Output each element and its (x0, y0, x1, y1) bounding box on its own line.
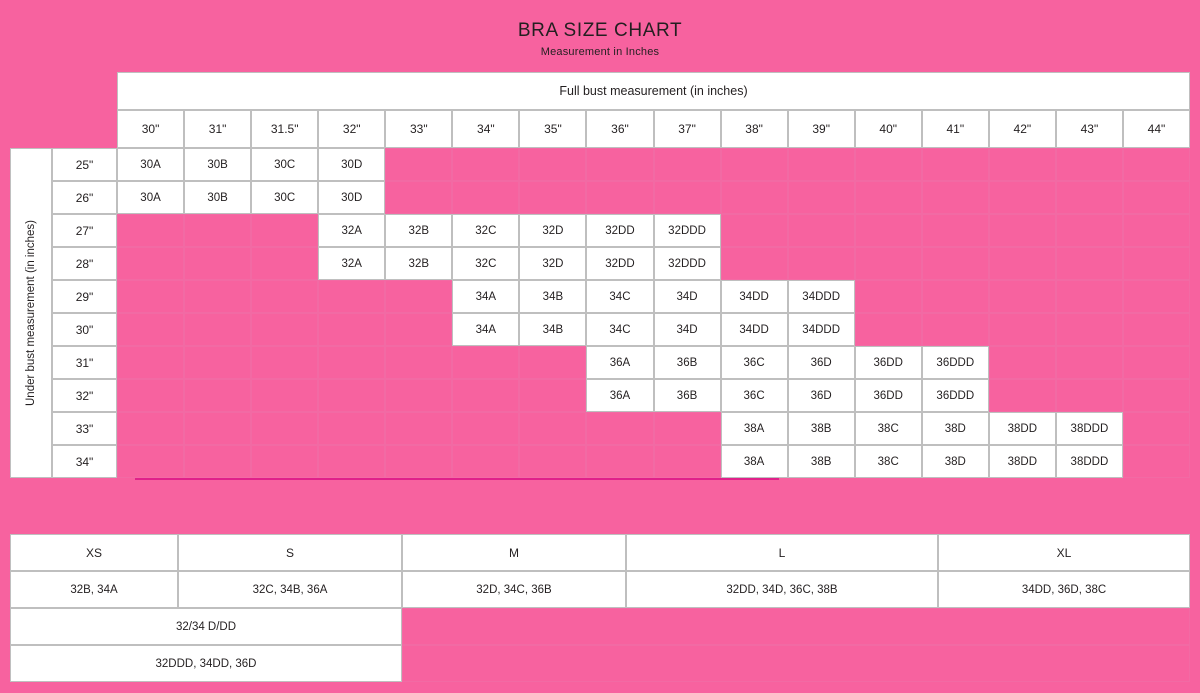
matrix-cell-9-11: 38C (855, 445, 922, 478)
matrix-cell-5-10: 34DDD (788, 313, 855, 346)
matrix-cell-empty-7-4 (385, 379, 452, 412)
matrix-cell-empty-5-2 (251, 313, 318, 346)
matrix-cell-8-10: 38B (788, 412, 855, 445)
column-header-13: 42" (989, 110, 1056, 148)
matrix-cell-empty-2-11 (855, 214, 922, 247)
matrix-cell-0-3: 30D (318, 148, 385, 181)
matrix-cell-empty-1-11 (855, 181, 922, 214)
full-bust-banner: Full bust measurement (in inches) (117, 72, 1190, 110)
matrix-cell-empty-1-9 (721, 181, 788, 214)
matrix-cell-empty-0-8 (654, 148, 721, 181)
matrix-cell-empty-6-3 (318, 346, 385, 379)
matrix-cell-2-4: 32B (385, 214, 452, 247)
under-bust-axis-label (10, 148, 52, 478)
matrix-cell-empty-7-14 (1056, 379, 1123, 412)
page-title: BRA SIZE CHART (517, 20, 683, 41)
matrix-cell-6-11: 36DD (855, 346, 922, 379)
matrix-cell-empty-3-1 (184, 247, 251, 280)
matrix-cell-empty-4-14 (1056, 280, 1123, 313)
matrix-cell-empty-6-4 (385, 346, 452, 379)
matrix-cell-empty-3-15 (1123, 247, 1190, 280)
accent-underline (135, 478, 779, 480)
size-row2-empty (402, 608, 1190, 645)
matrix-cell-4-6: 34B (519, 280, 586, 313)
column-header-3: 32" (318, 110, 385, 148)
matrix-cell-empty-7-2 (251, 379, 318, 412)
matrix-cell-empty-3-10 (788, 247, 855, 280)
matrix-cell-1-1: 30B (184, 181, 251, 214)
matrix-cell-empty-9-6 (519, 445, 586, 478)
column-header-1: 31" (184, 110, 251, 148)
matrix-cell-empty-1-13 (989, 181, 1056, 214)
matrix-cell-empty-5-4 (385, 313, 452, 346)
matrix-cell-empty-4-13 (989, 280, 1056, 313)
matrix-cell-5-7: 34C (586, 313, 653, 346)
matrix-cell-empty-7-13 (989, 379, 1056, 412)
matrix-cell-empty-8-6 (519, 412, 586, 445)
matrix-cell-9-12: 38D (922, 445, 989, 478)
column-header-8: 37" (654, 110, 721, 148)
matrix-cell-empty-0-6 (519, 148, 586, 181)
matrix-cell-empty-3-2 (251, 247, 318, 280)
matrix-cell-empty-1-8 (654, 181, 721, 214)
matrix-cell-1-2: 30C (251, 181, 318, 214)
matrix-cell-9-13: 38DD (989, 445, 1056, 478)
size-row1-cell-2: 32D, 34C, 36B (402, 571, 626, 608)
size-header-4: XL (938, 534, 1190, 571)
column-header-9: 38" (721, 110, 788, 148)
matrix-cell-7-8: 36B (654, 379, 721, 412)
matrix-cell-empty-8-7 (586, 412, 653, 445)
matrix-cell-8-11: 38C (855, 412, 922, 445)
matrix-cell-empty-4-2 (251, 280, 318, 313)
matrix-cell-empty-0-12 (922, 148, 989, 181)
column-header-15: 44" (1123, 110, 1190, 148)
matrix-cell-6-9: 36C (721, 346, 788, 379)
matrix-cell-empty-2-0 (117, 214, 184, 247)
matrix-cell-empty-9-4 (385, 445, 452, 478)
matrix-cell-empty-5-3 (318, 313, 385, 346)
matrix-cell-empty-8-8 (654, 412, 721, 445)
matrix-cell-empty-9-8 (654, 445, 721, 478)
matrix-cell-5-8: 34D (654, 313, 721, 346)
matrix-cell-empty-4-11 (855, 280, 922, 313)
matrix-cell-2-5: 32C (452, 214, 519, 247)
matrix-cell-3-4: 32B (385, 247, 452, 280)
matrix-cell-8-12: 38D (922, 412, 989, 445)
matrix-cell-empty-3-9 (721, 247, 788, 280)
matrix-cell-empty-5-14 (1056, 313, 1123, 346)
column-header-6: 35" (519, 110, 586, 148)
matrix-cell-empty-5-0 (117, 313, 184, 346)
row-header-5: 30" (52, 313, 117, 346)
matrix-cell-6-7: 36A (586, 346, 653, 379)
matrix-cell-empty-2-9 (721, 214, 788, 247)
matrix-cell-empty-7-0 (117, 379, 184, 412)
matrix-cell-empty-1-10 (788, 181, 855, 214)
matrix-cell-6-12: 36DDD (922, 346, 989, 379)
matrix-cell-empty-5-13 (989, 313, 1056, 346)
matrix-cell-4-7: 34C (586, 280, 653, 313)
matrix-cell-empty-4-3 (318, 280, 385, 313)
row-header-0: 25" (52, 148, 117, 181)
matrix-cell-empty-3-12 (922, 247, 989, 280)
matrix-cell-empty-1-7 (586, 181, 653, 214)
column-header-14: 43" (1056, 110, 1123, 148)
size-row2-label: 32/34 D/DD (10, 608, 402, 645)
matrix-cell-empty-8-1 (184, 412, 251, 445)
matrix-cell-empty-3-11 (855, 247, 922, 280)
matrix-cell-empty-1-12 (922, 181, 989, 214)
matrix-cell-empty-9-0 (117, 445, 184, 478)
matrix-cell-4-9: 34DD (721, 280, 788, 313)
matrix-cell-8-14: 38DDD (1056, 412, 1123, 445)
matrix-cell-5-6: 34B (519, 313, 586, 346)
size-row1-cell-4: 34DD, 36D, 38C (938, 571, 1190, 608)
page-subtitle: Measurement in Inches (540, 46, 660, 58)
matrix-cell-empty-6-1 (184, 346, 251, 379)
row-header-8: 33" (52, 412, 117, 445)
matrix-cell-9-10: 38B (788, 445, 855, 478)
row-header-4: 29" (52, 280, 117, 313)
matrix-cell-empty-1-5 (452, 181, 519, 214)
matrix-cell-empty-3-0 (117, 247, 184, 280)
matrix-cell-1-3: 30D (318, 181, 385, 214)
matrix-cell-2-7: 32DD (586, 214, 653, 247)
matrix-cell-9-9: 38A (721, 445, 788, 478)
matrix-cell-empty-4-12 (922, 280, 989, 313)
matrix-cell-empty-2-12 (922, 214, 989, 247)
row-header-2: 27" (52, 214, 117, 247)
matrix-cell-empty-7-5 (452, 379, 519, 412)
matrix-cell-empty-4-15 (1123, 280, 1190, 313)
matrix-cell-empty-0-15 (1123, 148, 1190, 181)
matrix-cell-2-8: 32DDD (654, 214, 721, 247)
matrix-cell-empty-6-5 (452, 346, 519, 379)
matrix-cell-empty-7-15 (1123, 379, 1190, 412)
matrix-cell-5-9: 34DD (721, 313, 788, 346)
matrix-cell-empty-8-0 (117, 412, 184, 445)
size-category-table (10, 534, 1190, 682)
size-header-0: XS (10, 534, 178, 571)
matrix-cell-0-2: 30C (251, 148, 318, 181)
matrix-cell-empty-5-11 (855, 313, 922, 346)
matrix-cell-empty-0-10 (788, 148, 855, 181)
matrix-cell-empty-6-6 (519, 346, 586, 379)
matrix-cell-empty-6-0 (117, 346, 184, 379)
size-row3-empty (402, 645, 1190, 682)
matrix-cell-empty-2-13 (989, 214, 1056, 247)
row-header-7: 32" (52, 379, 117, 412)
matrix-cell-empty-9-1 (184, 445, 251, 478)
matrix-cell-empty-0-7 (586, 148, 653, 181)
matrix-cell-7-11: 36DD (855, 379, 922, 412)
matrix-cell-2-6: 32D (519, 214, 586, 247)
matrix-cell-empty-5-1 (184, 313, 251, 346)
matrix-cell-empty-0-9 (721, 148, 788, 181)
matrix-cell-empty-2-2 (251, 214, 318, 247)
matrix-cell-empty-4-4 (385, 280, 452, 313)
row-header-3: 28" (52, 247, 117, 280)
matrix-cell-empty-2-15 (1123, 214, 1190, 247)
matrix-cell-empty-7-1 (184, 379, 251, 412)
matrix-cell-7-10: 36D (788, 379, 855, 412)
matrix-cell-empty-2-14 (1056, 214, 1123, 247)
matrix-cell-empty-9-3 (318, 445, 385, 478)
matrix-cell-empty-3-13 (989, 247, 1056, 280)
column-header-4: 33" (385, 110, 452, 148)
size-row1-cell-0: 32B, 34A (10, 571, 178, 608)
matrix-cell-empty-0-14 (1056, 148, 1123, 181)
matrix-cell-8-13: 38DD (989, 412, 1056, 445)
matrix-cell-empty-0-11 (855, 148, 922, 181)
matrix-cell-5-5: 34A (452, 313, 519, 346)
size-header-2: M (402, 534, 626, 571)
matrix-cell-empty-3-14 (1056, 247, 1123, 280)
matrix-cell-empty-6-2 (251, 346, 318, 379)
matrix-cell-empty-8-3 (318, 412, 385, 445)
matrix-cell-8-9: 38A (721, 412, 788, 445)
column-header-12: 41" (922, 110, 989, 148)
matrix-cell-empty-2-10 (788, 214, 855, 247)
matrix-cell-3-6: 32D (519, 247, 586, 280)
matrix-cell-3-8: 32DDD (654, 247, 721, 280)
matrix-cell-4-10: 34DDD (788, 280, 855, 313)
row-header-1: 26" (52, 181, 117, 214)
matrix-cell-1-0: 30A (117, 181, 184, 214)
matrix-cell-empty-6-13 (989, 346, 1056, 379)
matrix-cell-2-3: 32A (318, 214, 385, 247)
matrix-cell-0-1: 30B (184, 148, 251, 181)
matrix-cell-empty-5-12 (922, 313, 989, 346)
matrix-cell-7-7: 36A (586, 379, 653, 412)
matrix-cell-empty-7-3 (318, 379, 385, 412)
matrix-cell-empty-1-4 (385, 181, 452, 214)
matrix-cell-empty-1-15 (1123, 181, 1190, 214)
matrix-cell-3-7: 32DD (586, 247, 653, 280)
size-header-3: L (626, 534, 938, 571)
size-header-1: S (178, 534, 402, 571)
matrix-cell-3-5: 32C (452, 247, 519, 280)
matrix-cell-empty-2-1 (184, 214, 251, 247)
matrix-cell-empty-8-5 (452, 412, 519, 445)
size-row1-cell-1: 32C, 34B, 36A (178, 571, 402, 608)
matrix-cell-empty-9-2 (251, 445, 318, 478)
matrix-cell-0-0: 30A (117, 148, 184, 181)
matrix-cell-7-12: 36DDD (922, 379, 989, 412)
matrix-cell-empty-0-5 (452, 148, 519, 181)
matrix-cell-empty-4-0 (117, 280, 184, 313)
matrix-cell-empty-0-4 (385, 148, 452, 181)
matrix-cell-3-3: 32A (318, 247, 385, 280)
matrix-cell-empty-9-7 (586, 445, 653, 478)
matrix-cell-empty-1-14 (1056, 181, 1123, 214)
row-header-9: 34" (52, 445, 117, 478)
matrix-cell-empty-5-15 (1123, 313, 1190, 346)
column-header-0: 30" (117, 110, 184, 148)
matrix-cell-7-9: 36C (721, 379, 788, 412)
column-header-2: 31.5" (251, 110, 318, 148)
matrix-cell-empty-8-4 (385, 412, 452, 445)
matrix-cell-empty-9-15 (1123, 445, 1190, 478)
matrix-cell-empty-8-2 (251, 412, 318, 445)
matrix-cell-empty-1-6 (519, 181, 586, 214)
size-row1-cell-3: 32DD, 34D, 36C, 38B (626, 571, 938, 608)
under-bust-axis-label-text: Under bust measurement (in inches) (25, 220, 37, 406)
matrix-cell-empty-6-14 (1056, 346, 1123, 379)
column-header-10: 39" (788, 110, 855, 148)
matrix-cell-4-8: 34D (654, 280, 721, 313)
matrix-cell-empty-0-13 (989, 148, 1056, 181)
matrix-cell-empty-8-15 (1123, 412, 1190, 445)
matrix-cell-empty-6-15 (1123, 346, 1190, 379)
size-matrix (10, 72, 1190, 522)
matrix-cell-4-5: 34A (452, 280, 519, 313)
matrix-cell-6-10: 36D (788, 346, 855, 379)
matrix-cell-empty-7-6 (519, 379, 586, 412)
matrix-cell-empty-9-5 (452, 445, 519, 478)
title-block (0, 20, 1200, 60)
size-row3-label: 32DDD, 34DD, 36D (10, 645, 402, 682)
column-header-7: 36" (586, 110, 653, 148)
column-header-5: 34" (452, 110, 519, 148)
column-header-11: 40" (855, 110, 922, 148)
matrix-cell-9-14: 38DDD (1056, 445, 1123, 478)
matrix-cell-6-8: 36B (654, 346, 721, 379)
row-header-6: 31" (52, 346, 117, 379)
matrix-cell-empty-4-1 (184, 280, 251, 313)
